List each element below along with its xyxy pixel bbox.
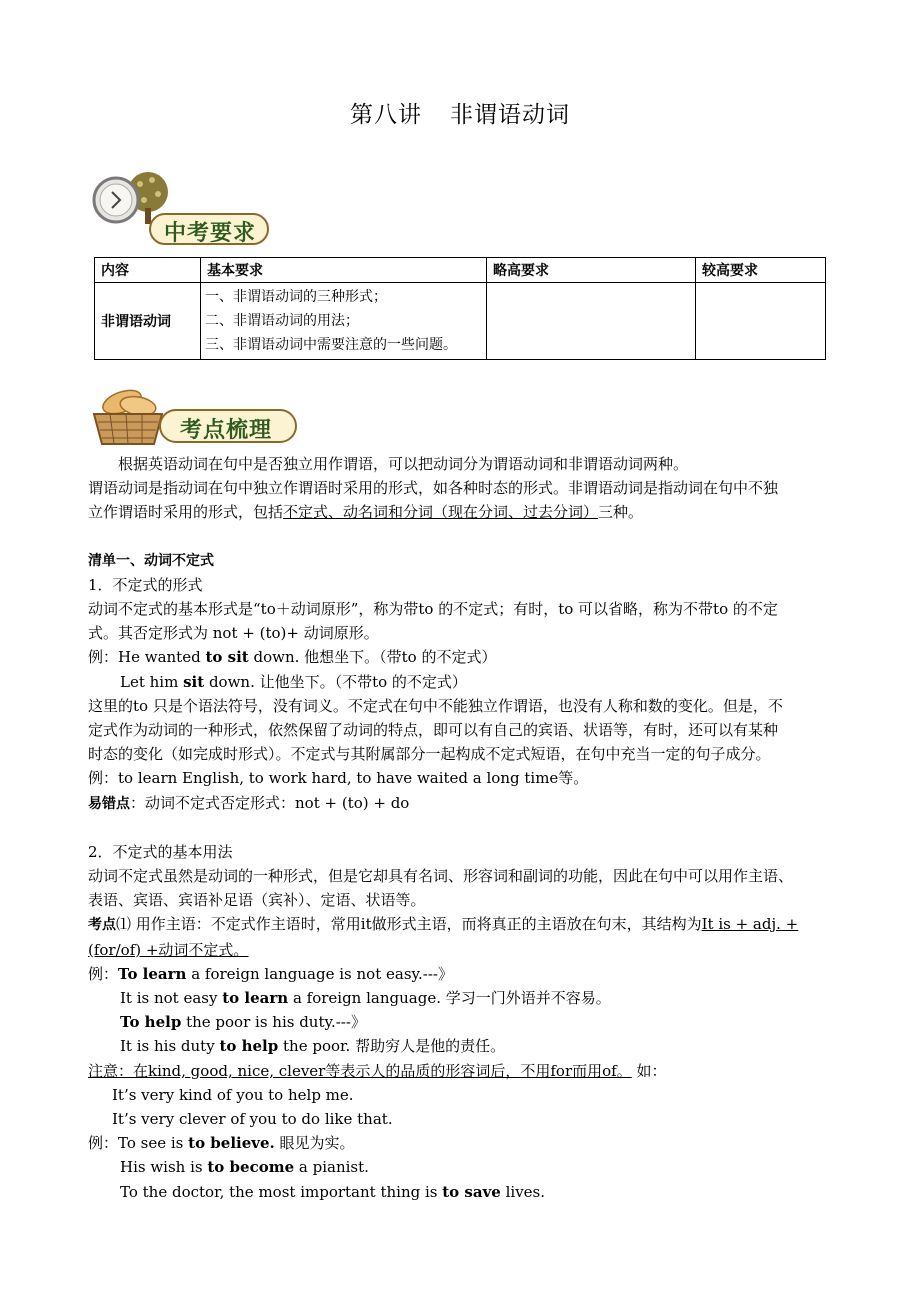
error-label: 易错点 [88, 795, 130, 812]
example-text: a foreign language. 学习一门外语并不容易。 [288, 989, 611, 1008]
header-content: 内容 [95, 258, 201, 283]
example-bold: to believe. [188, 1134, 275, 1153]
paragraph: 动词不定式的基本形式是“to＋动词原形”，称为带to 的不定式；有时，to 可以省略，称为不带to 的不定 [88, 600, 778, 619]
example-label: 例： [88, 964, 119, 983]
error-prone-note [88, 791, 840, 816]
note [88, 1059, 840, 1083]
intro-paragraph-1: 根据英语动词在句中是否独立用作谓语，可以把动词分为谓语动词和非谓语动词两种。 [118, 455, 689, 473]
section1-title: 1．不定式的形式 [88, 575, 203, 594]
key-point-label: 考点 [88, 917, 116, 934]
example [88, 670, 840, 694]
example: It’s very kind of you to help me. [112, 1085, 354, 1104]
points-badge: 考点梳理 [180, 418, 273, 443]
note-text: 如： [631, 1061, 667, 1080]
example-text: He wanted [118, 648, 206, 667]
example-text: a foreign language is not easy.---》 [186, 964, 453, 983]
key-point-cont [88, 938, 840, 962]
example [88, 1010, 840, 1034]
note-underlined: 注意：在kind, good, nice, clever等表示人的品质的形容词后，不用for而用of。 [88, 1061, 632, 1080]
example-text: a pianist. [294, 1158, 369, 1177]
example: It’s very clever of you to do like that. [112, 1110, 393, 1129]
example-text: To see is [118, 1134, 189, 1153]
example-text: To the doctor, the most important thing is [120, 1182, 443, 1201]
key-point [88, 912, 840, 937]
example [88, 986, 840, 1010]
example-bold: sit [183, 672, 205, 691]
example-label: 例： [88, 1134, 119, 1153]
basic-requirements [201, 283, 487, 360]
example-bold: To learn [118, 964, 187, 983]
example-text: 眼见为实。 [274, 1134, 355, 1153]
header-basic: 基本要求 [201, 258, 487, 283]
requirements-badge: 中考要求 [164, 221, 257, 246]
example [88, 1034, 840, 1058]
example [88, 645, 840, 669]
table-header-row [95, 258, 826, 283]
error-text: ：动词不定式否定形式：not + (to) + do [130, 793, 410, 812]
page-title [0, 96, 920, 129]
intro-text: 三种。 [598, 503, 644, 522]
basic-item: 二、非谓语动词的用法； [205, 313, 359, 329]
key-point-text: ⑴ 用作主语：不定式作主语时，常用it做形式主语，而将真正的主语放在句末，其结构为 [116, 915, 702, 934]
example [88, 766, 840, 790]
example-label: 例： [88, 769, 119, 788]
example-bold: To help [120, 1013, 182, 1032]
intro-underlined: 不定式、动名词和分词（现在分词、过去分词） [283, 503, 599, 522]
paragraph: 时态的变化（如完成时形式）。不定式与其附属部分一起构成不定式短语，在句中充当一定的句子成分。 [88, 745, 771, 764]
highest-requirements [696, 283, 826, 360]
example [88, 962, 840, 986]
paragraph: 定式作为动词的一种形式，依然保留了动词的特点，即可以有自己的宾语、状语等，有时，还可以有某种 [88, 721, 779, 740]
table-row [95, 283, 826, 360]
row-label: 非谓语动词 [95, 283, 201, 360]
points-section-header [88, 386, 303, 450]
example-text: down. 他想坐下。（带to 的不定式） [248, 648, 497, 667]
title-topic: 非谓语动词 [450, 102, 570, 128]
key-point-structure: It is + adj. + [701, 915, 799, 934]
paragraph: 这里的to 只是个语法符号，没有词义。不定式在句中不能独立作谓语，也没有人称和数的变化。但是，不 [88, 696, 783, 715]
example-bold: to learn [222, 989, 289, 1008]
example-text: the poor. 帮助穷人是他的责任。 [278, 1037, 506, 1056]
intro-paragraph-2: 谓语动词是指动词在句中独立作谓语时采用的形式，如各种时态的形式。非谓语动词是指动词在句中不独 [88, 479, 779, 498]
example-text: down. 让他坐下。（不带to 的不定式） [204, 672, 467, 691]
higher-requirements [487, 283, 696, 360]
example-text: Let him [120, 672, 184, 691]
title-lecture: 第八讲 [350, 102, 422, 128]
example-text: It is not easy [120, 989, 223, 1008]
example-bold: to save [442, 1182, 501, 1201]
basic-item: 三、非谓语动词中需要注意的一些问题。 [205, 337, 457, 353]
section2-title: 2．不定式的基本用法 [88, 842, 233, 861]
requirements-section-header [88, 170, 278, 250]
basic-item: 一、非谓语动词的三种形式； [205, 289, 387, 305]
header-highest: 较高要求 [696, 258, 826, 283]
example-text: the poor is his duty.---》 [181, 1013, 366, 1032]
example [88, 1155, 840, 1179]
requirements-table [94, 257, 826, 360]
example-bold: to become [207, 1158, 295, 1177]
example-text: His wish is [120, 1158, 208, 1177]
paragraph: 动词不定式虽然是动词的一种形式，但是它却具有名词、形容词和副词的功能，因此在句中可以用作主语、 [88, 867, 794, 886]
header-higher: 略高要求 [487, 258, 696, 283]
example-text: It is his duty [120, 1037, 220, 1056]
example-text: lives. [500, 1182, 546, 1201]
example-label: 例： [88, 648, 119, 667]
document-body [88, 452, 840, 1204]
intro-text: 立作谓语时采用的形式，包括 [88, 503, 284, 522]
paragraph: 式。其否定形式为 not + (to)+ 动词原形。 [88, 624, 379, 643]
example-bold: to sit [205, 648, 249, 667]
key-point-structure: (for/of) +动词不定式。 [88, 940, 249, 959]
paragraph: 表语、宾语、宾语补足语（宾补）、定语、状语等。 [88, 891, 426, 910]
example-text: to learn English, to work hard, to have waited a long time等。 [118, 769, 589, 788]
example [88, 1180, 840, 1204]
list1-heading: 清单一、动词不定式 [88, 552, 214, 569]
example-bold: to help [219, 1037, 279, 1056]
example [88, 1131, 840, 1155]
intro-paragraph-3 [88, 500, 840, 524]
